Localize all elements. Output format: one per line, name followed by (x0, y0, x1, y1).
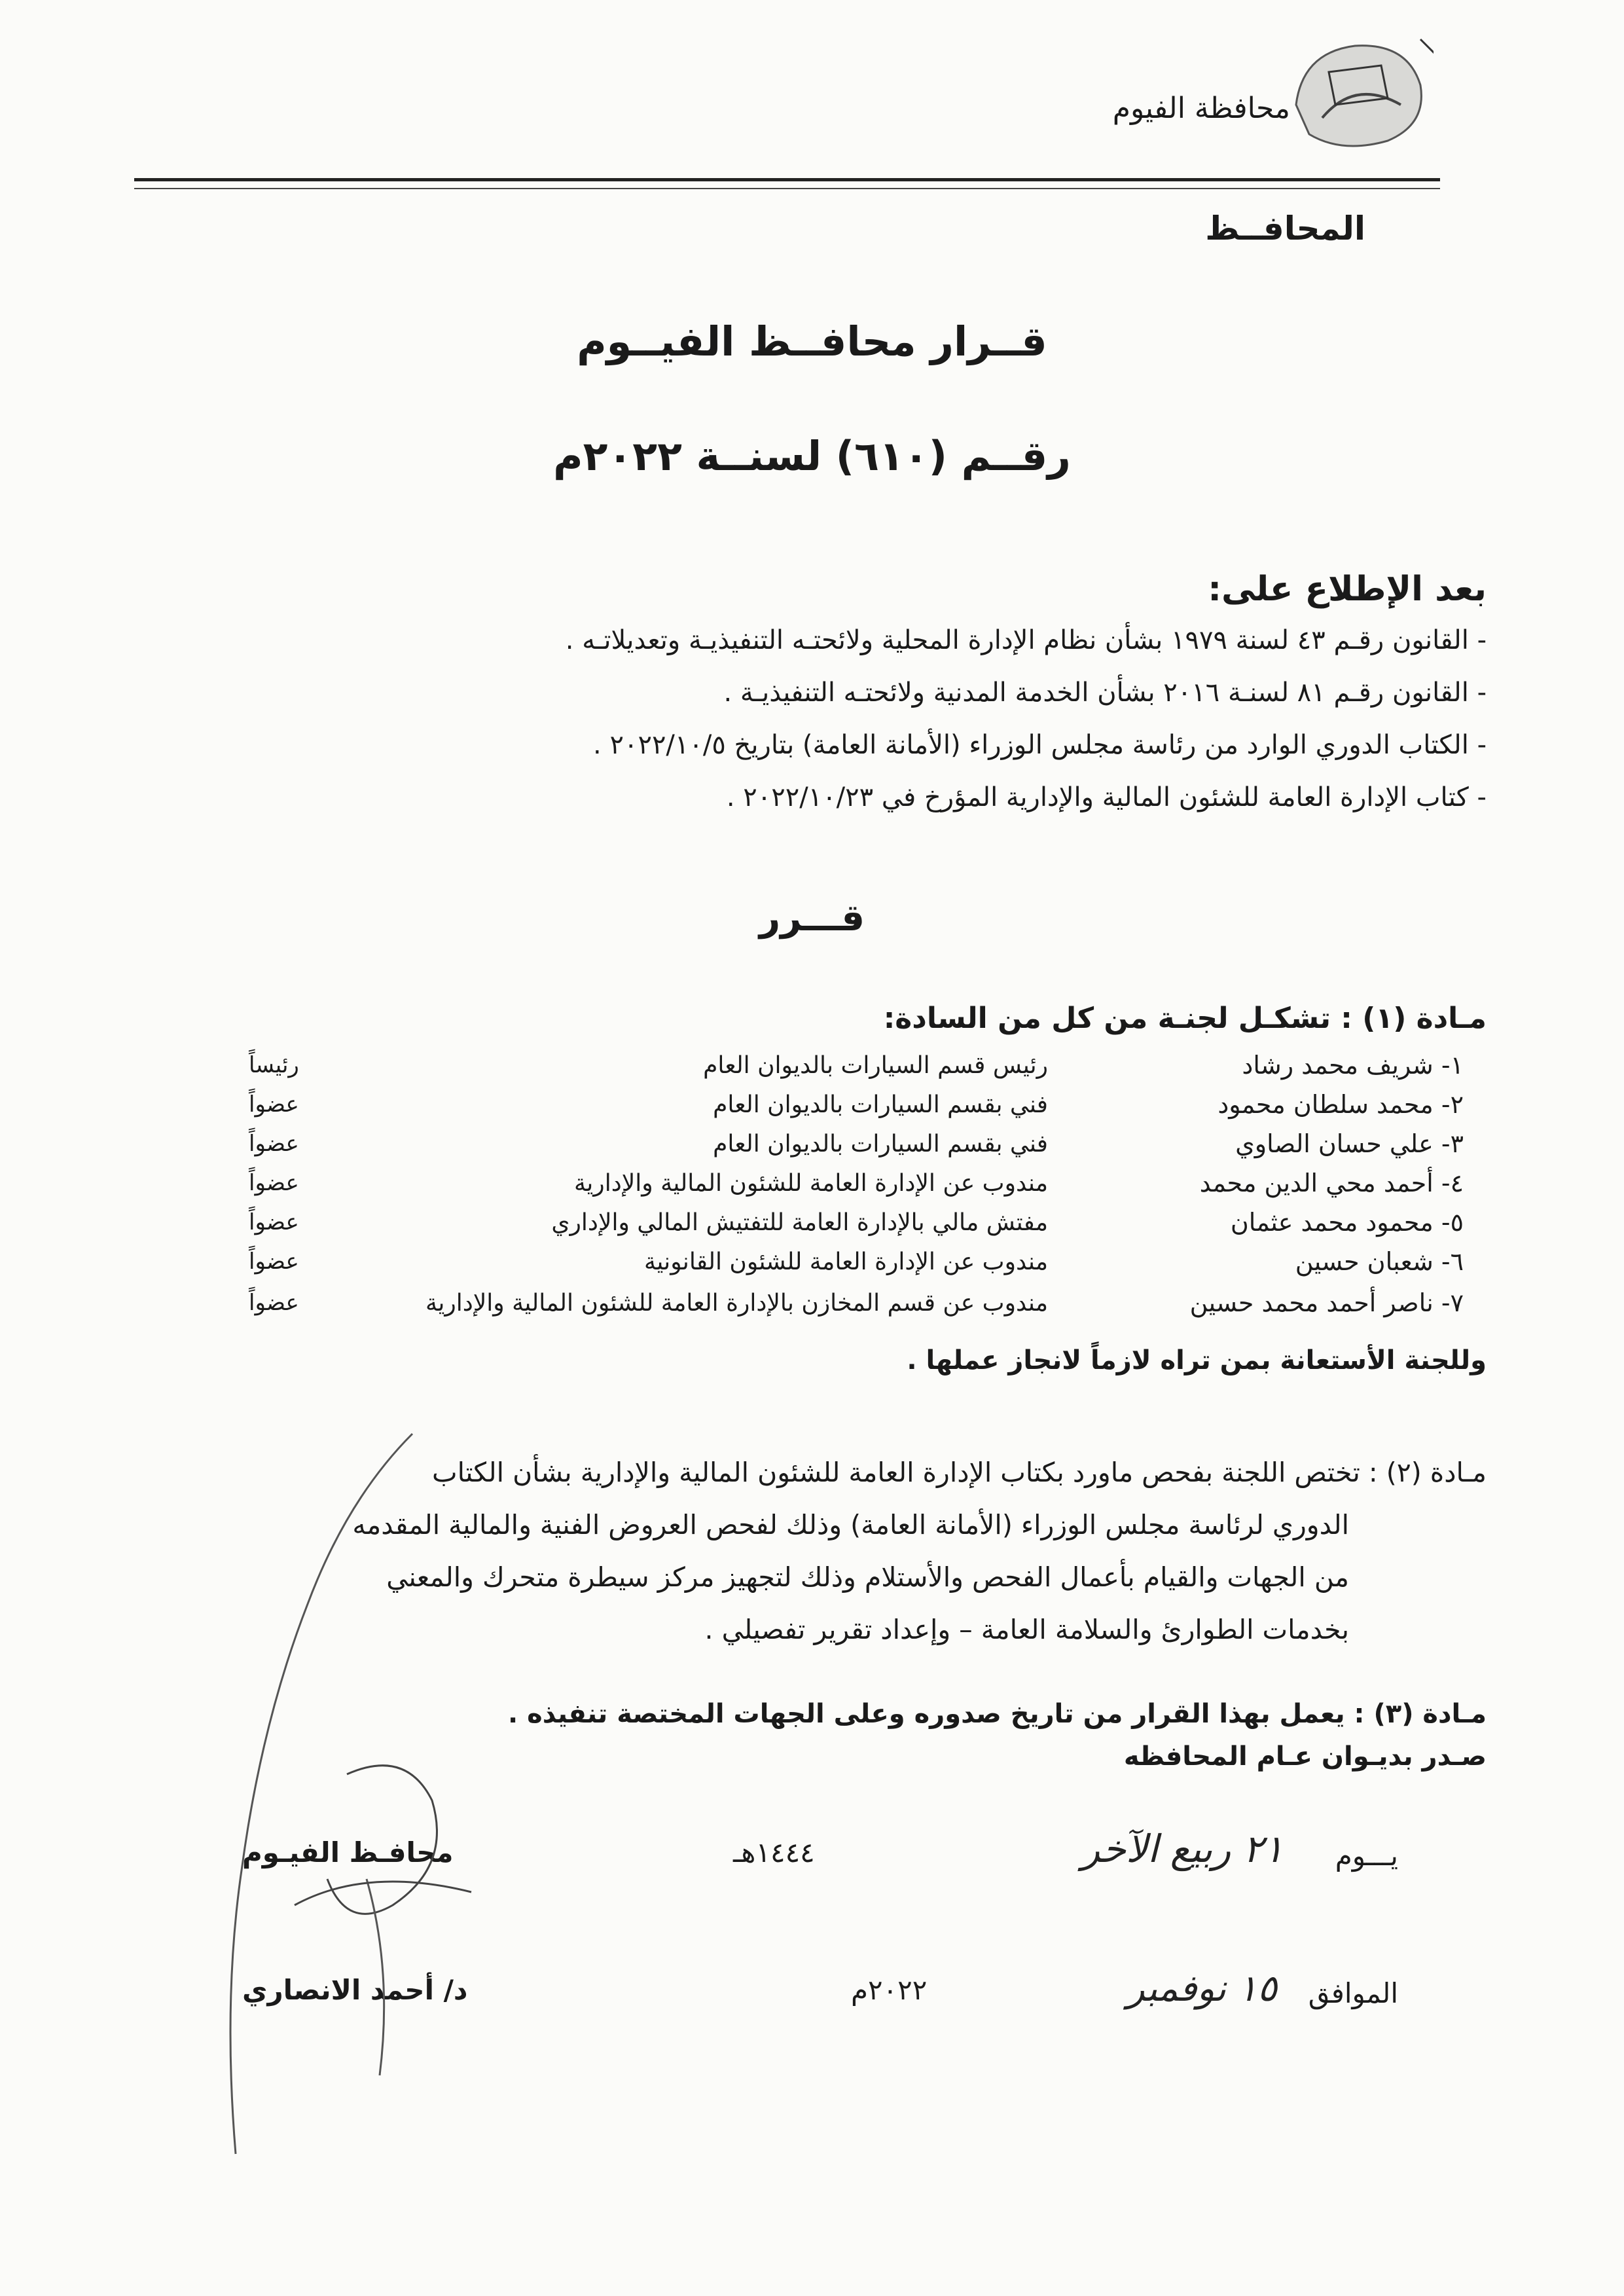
member-name: ٧- ناصر أحمد محمد حسين (1189, 1288, 1464, 1317)
preamble-item: - القانون رقـم ٤٣ لسنة ١٩٧٩ بشأن نظام الإدارة المحلية ولائحتـه التنفيذيـة وتعديلاتـه . (565, 625, 1487, 655)
governorate-name: محافظة الفيوم (1112, 92, 1290, 125)
article-2-line: مـادة (٢) : تختص اللجنة بفحص ماورد بكتاب الإدارة العامة للشئون المالية والإدارية بشأن الكتاب (432, 1457, 1487, 1488)
member-name: ٢- محمد سلطان محمود (1218, 1090, 1464, 1119)
member-status: عضواً (249, 1091, 299, 1118)
governor-signature (196, 1408, 537, 2160)
article-2-line: بخدمات الطوارئ والسلامة العامة – وإعداد تقرير تفصيلي . (704, 1614, 1349, 1645)
article-2-line: الدوري لرئاسة مجلس الوزراء (الأمانة العامة) وذلك لفحص العروض الفنية والمالية المقدمه (352, 1509, 1349, 1540)
document-title: قــرار محافــظ الفيــوم (577, 318, 1047, 365)
member-role: مندوب عن الإدارة العامة للشئون المالية والإدارية (573, 1170, 1048, 1197)
member-status: عضواً (249, 1209, 299, 1235)
article-1-note: وللجنة الأستعانة بمن تراه لازماً لانجاز عملها . (907, 1345, 1487, 1376)
article-2-line: من الجهات والقيام بأعمال الفحص والأستلام وذلك لتجهيز مركز سيطرة متحرك والمعني (386, 1561, 1349, 1593)
hijri-year: ١٤٤٤هـ (733, 1836, 815, 1868)
issued-line: صـدر بديـوان عـام المحافظه (1123, 1741, 1487, 1772)
equivalent-label: الموافق (1308, 1977, 1398, 2009)
handwritten-gregorian-date: ١٥ نوفمبر (1127, 1967, 1277, 2010)
governor-title: محافـظ الفيـوم (242, 1836, 454, 1868)
member-status: رئيساً (249, 1052, 299, 1078)
member-name: ٤- أحمد محي الدين محمد (1199, 1169, 1464, 1197)
article-1-heading: مـادة (١) : تشكـل لجنـة من كل من السادة: (883, 1002, 1487, 1035)
member-role: مفتش مالي بالإدارة العامة للتفتيش المالي والإداري (551, 1209, 1048, 1236)
member-role: رئيس قسم السيارات بالديوان العام (703, 1052, 1048, 1079)
member-role: مندوب عن الإدارة العامة للشئون القانونية (644, 1248, 1048, 1275)
gregorian-year: ٢٠٢٢م (851, 1974, 928, 2006)
member-role: مندوب عن قسم المخازن بالإدارة العامة للشئون المالية والإدارية (425, 1290, 1048, 1317)
member-status: عضواً (249, 1131, 299, 1157)
governorate-logo (1283, 26, 1434, 157)
member-name: ٦- شعبان حسين (1295, 1247, 1464, 1276)
article-3: مـادة (٣) : يعمل بهذا القرار من تاريخ صدوره وعلى الجهات المختصة تنفيذه . (508, 1699, 1487, 1729)
decree-word: قـــرر (759, 897, 865, 939)
preamble-item: - الكتاب الدوري الوارد من رئاسة مجلس الوزراء (الأمانة العامة) بتاريخ ٢٠٢٢/١٠/٥ . (593, 730, 1487, 760)
day-label: يـــوم (1335, 1840, 1398, 1872)
handwritten-hijri-date: ٢١ ربيع الآخر (1081, 1827, 1284, 1871)
office-title: المحافــظ (1205, 210, 1365, 247)
preamble-heading: بعد الإطلاع على: (1208, 570, 1487, 609)
member-role: فني بقسم السيارات بالديوان العام (713, 1091, 1048, 1118)
governor-name: د/ أحمد الانصاري (242, 1974, 468, 2006)
preamble-item: - كتاب الإدارة العامة للشئون المالية والإدارية المؤرخ في ٢٠٢٢/١٠/٢٣ . (726, 782, 1487, 812)
member-name: ٣- علي حسان الصاوي (1235, 1129, 1464, 1158)
decision-number: رقــم (٦١٠) لسنــة ٢٠٢٢م (553, 432, 1071, 480)
member-role: فني بقسم السيارات بالديوان العام (713, 1131, 1048, 1157)
member-status: عضواً (249, 1170, 299, 1196)
preamble-item: - القانون رقـم ٨١ لسنـة ٢٠١٦ بشأن الخدمة المدنية ولائحتـه التنفيذيـة . (723, 678, 1487, 708)
member-name: ١- شريف محمد رشاد (1242, 1051, 1464, 1080)
header-divider (134, 178, 1440, 189)
member-status: عضواً (249, 1290, 299, 1316)
member-name: ٥- محمود محمد عثمان (1230, 1208, 1464, 1237)
member-status: عضواً (249, 1248, 299, 1275)
